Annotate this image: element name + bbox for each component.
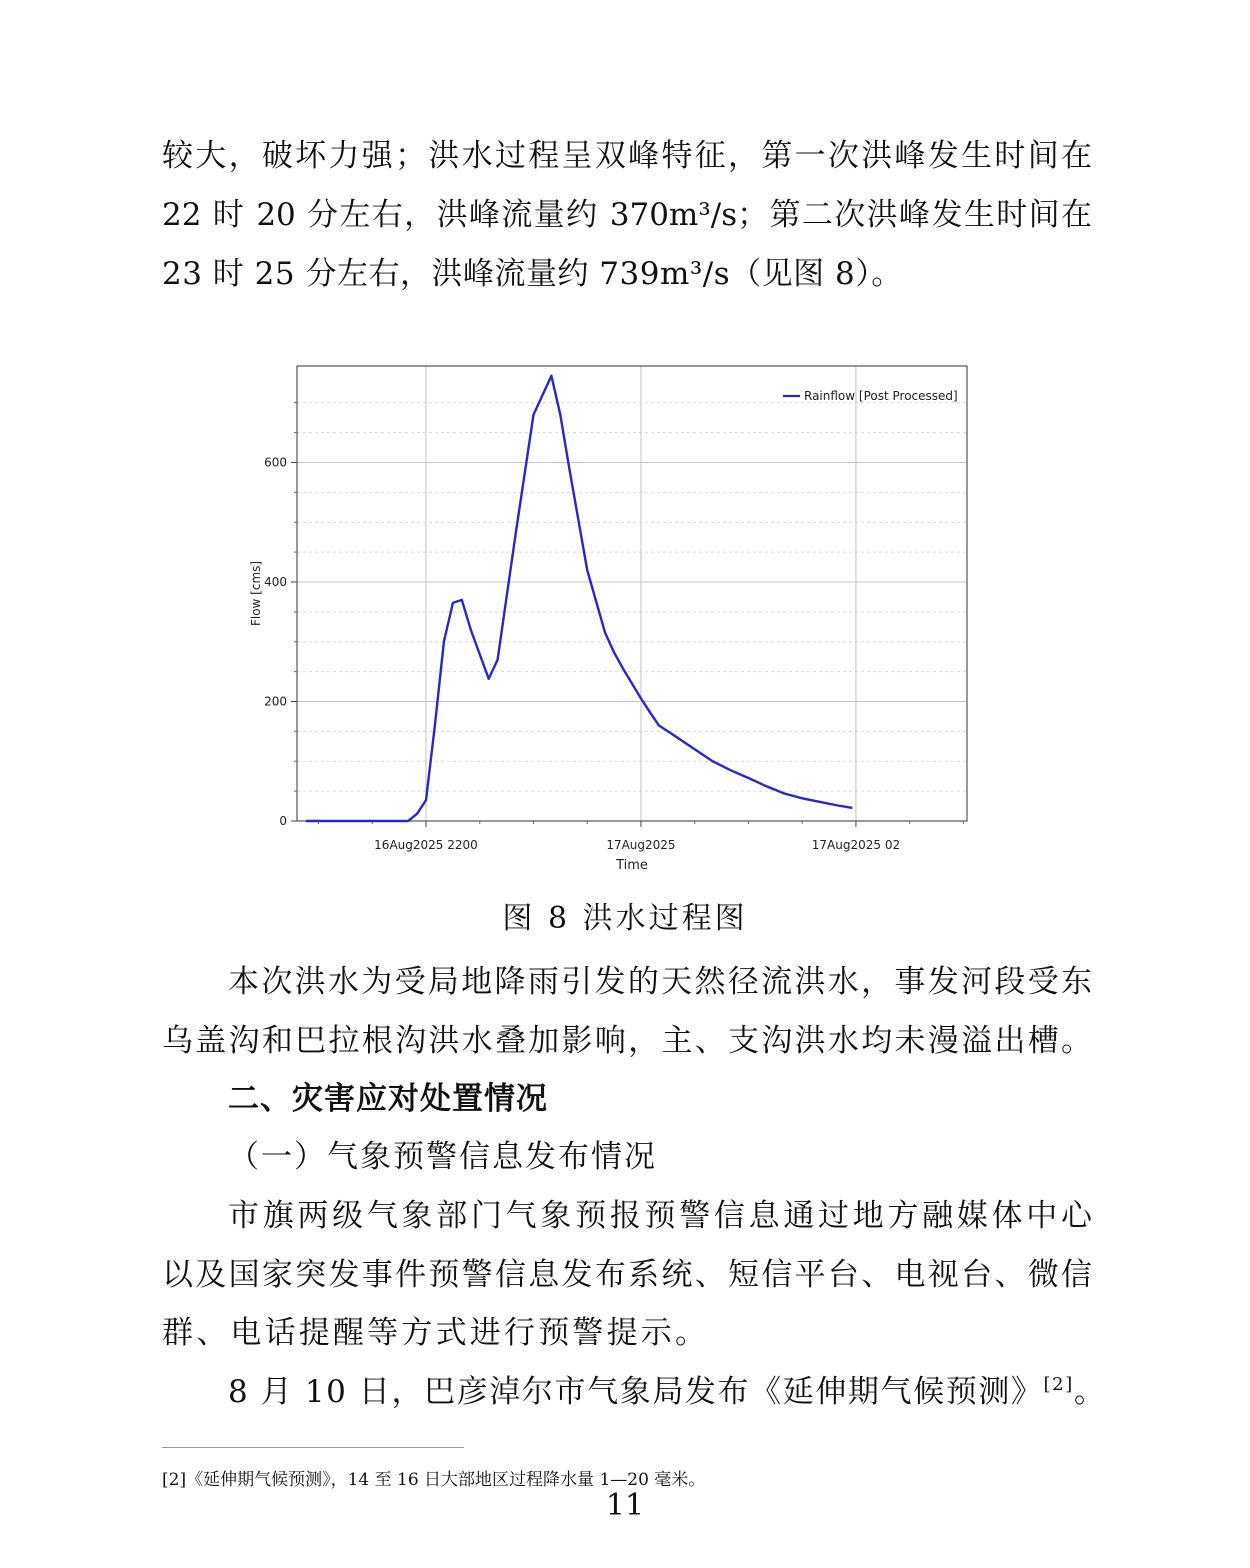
- text-line: 乌盖沟和巴拉根沟洪水叠加影响，主、支沟洪水均未漫溢出槽。: [162, 1023, 1092, 1059]
- x-tick-label: 17Aug2025: [606, 838, 676, 852]
- x-axis-label: Time: [616, 858, 648, 873]
- x-tick-label: 16Aug2025 2200: [374, 838, 478, 852]
- text-line: 23 时 25 分左右，洪峰流量约 739m³/s（见图 8）。: [162, 256, 903, 292]
- text-line: 市旗两级气象部门气象预报预警信息通过地方融媒体中心: [228, 1198, 1092, 1234]
- y-axis-label: Flow [cms]: [249, 560, 263, 627]
- y-tick-label: 600: [264, 455, 287, 470]
- series-layer: [306, 376, 852, 821]
- page-number: 11: [605, 1488, 645, 1523]
- y-tick-label: 400: [264, 574, 287, 589]
- text-line: 以及国家突发事件预警信息发布系统、短信平台、电视台、微信: [162, 1257, 1092, 1293]
- plot-frame: [297, 366, 967, 821]
- footnote: [2]《延伸期气候预测》，14 至 16 日大部地区过程降水量 1—20 毫米。: [162, 1470, 706, 1490]
- chart-legend: [783, 389, 958, 403]
- footnote-reference[interactable]: [2]: [1043, 1374, 1074, 1395]
- series-line: [306, 376, 852, 821]
- text-line: 较大，破坏力强；洪水过程呈双峰特征，第一次洪峰发生时间在: [162, 138, 1092, 174]
- footnote-separator: [162, 1447, 464, 1448]
- section-heading: 二、灾害应对处置情况: [228, 1081, 548, 1117]
- text-line: 22 时 20 分左右，洪峰流量约 370m³/s；第二次洪峰发生时间在: [162, 197, 1092, 233]
- y-tick-label: 200: [264, 694, 287, 709]
- subsection-heading: （一）气象预警信息发布情况: [228, 1139, 657, 1175]
- chart-axes: [264, 403, 963, 852]
- chart-grid: [297, 366, 967, 821]
- y-tick-label: 0: [279, 814, 287, 828]
- text-line: 群、电话提醒等方式进行预警提示。: [162, 1315, 710, 1351]
- flood-hydrograph-chart: [240, 355, 1010, 885]
- x-tick-label: 17Aug2025 02: [811, 838, 901, 852]
- figure-caption: 图 8 洪水过程图: [502, 901, 748, 936]
- legend-label: Rainflow [Post Processed]: [804, 389, 958, 403]
- forecast-end: 。: [1073, 1374, 1107, 1410]
- paragraph-forecast: [228, 1372, 1107, 1412]
- forecast-text: 8 月 10 日，巴彦淖尔市气象局发布《延伸期气候预测》: [228, 1374, 1044, 1410]
- text-line: 本次洪水为受局地降雨引发的天然径流洪水，事发河段受东: [228, 964, 1092, 1000]
